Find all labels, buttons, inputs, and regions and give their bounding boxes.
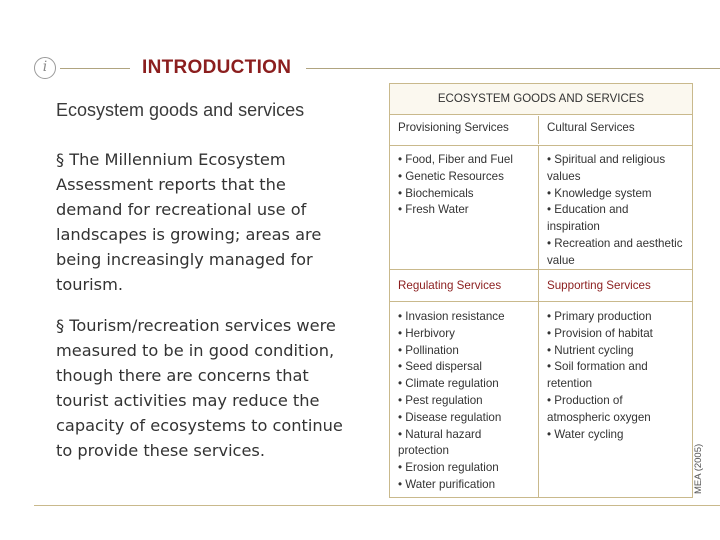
table-header-row-2 <box>390 270 692 301</box>
services-table <box>389 83 693 498</box>
cultural-header: Cultural Services <box>538 116 692 144</box>
paragraph-demand: § The Millennium Ecosystem Assessment reports that the demand for recreational use of landscapes is growing; areas are being increasingly managed for tourism. <box>56 150 322 294</box>
list-item: • Food, Fiber and Fuel <box>398 153 513 166</box>
list-item: • Pest regulation <box>398 393 483 407</box>
list-item: • Provision of habitat <box>547 326 653 340</box>
section-subtitle: Ecosystem goods and services <box>56 100 305 120</box>
list-item: • Herbivory <box>398 326 455 340</box>
list-item: • Production of atmospheric oxygen <box>547 393 651 424</box>
cultural-list <box>538 146 692 269</box>
list-item: • Genetic Resources <box>398 169 504 183</box>
list-item: • Fresh Water <box>398 203 469 217</box>
table-body-row-2 <box>390 302 692 497</box>
table-header-row-1 <box>390 116 692 144</box>
list-item: • Water purification <box>398 477 496 491</box>
footer-divider <box>34 505 720 506</box>
list-item: • Disease regulation <box>398 410 502 424</box>
list-item: • Soil formation and retention <box>547 360 648 391</box>
list-item: • Biochemicals <box>398 186 474 200</box>
header-divider-left <box>60 68 130 69</box>
list-item: • Erosion regulation <box>398 461 499 475</box>
list-item: • Nutrient cycling <box>547 343 634 357</box>
paragraph-condition: § Tourism/recreation services were measured to be in good condition, though there are concerns that tourist activities may reduce the capacity of ecosystems to continue to provide these services. <box>56 316 343 460</box>
source-citation: MEA (2005) <box>693 443 704 494</box>
list-item: • Spiritual and religious values <box>547 153 666 183</box>
provisioning-list <box>390 146 538 269</box>
list-item: • Education and inspiration <box>547 203 629 234</box>
list-item: • Recreation and aesthetic value <box>547 236 683 267</box>
page-title: INTRODUCTION <box>142 57 292 78</box>
provisioning-header: Provisioning Services <box>398 121 509 134</box>
supporting-list <box>538 302 692 497</box>
table-title: ECOSYSTEM GOODS AND SERVICES <box>390 84 692 115</box>
list-item: • Primary production <box>547 310 652 323</box>
list-item: • Seed dispersal <box>398 360 482 374</box>
supporting-header: Supporting Services <box>538 270 692 301</box>
list-item: • Invasion resistance <box>398 310 505 323</box>
header-divider-right <box>306 68 720 69</box>
section-header <box>34 57 720 83</box>
list-item: • Climate regulation <box>398 377 499 391</box>
info-icon: i <box>34 57 56 79</box>
regulating-header: Regulating Services <box>398 279 502 292</box>
list-item: • Knowledge system <box>547 186 652 200</box>
list-item: • Natural hazard protection <box>398 427 482 458</box>
list-item: • Water cycling <box>547 427 624 441</box>
list-item: • Pollination <box>398 343 459 357</box>
regulating-list <box>390 302 538 497</box>
table-body-row-1 <box>390 146 692 269</box>
left-text-column <box>56 100 356 479</box>
